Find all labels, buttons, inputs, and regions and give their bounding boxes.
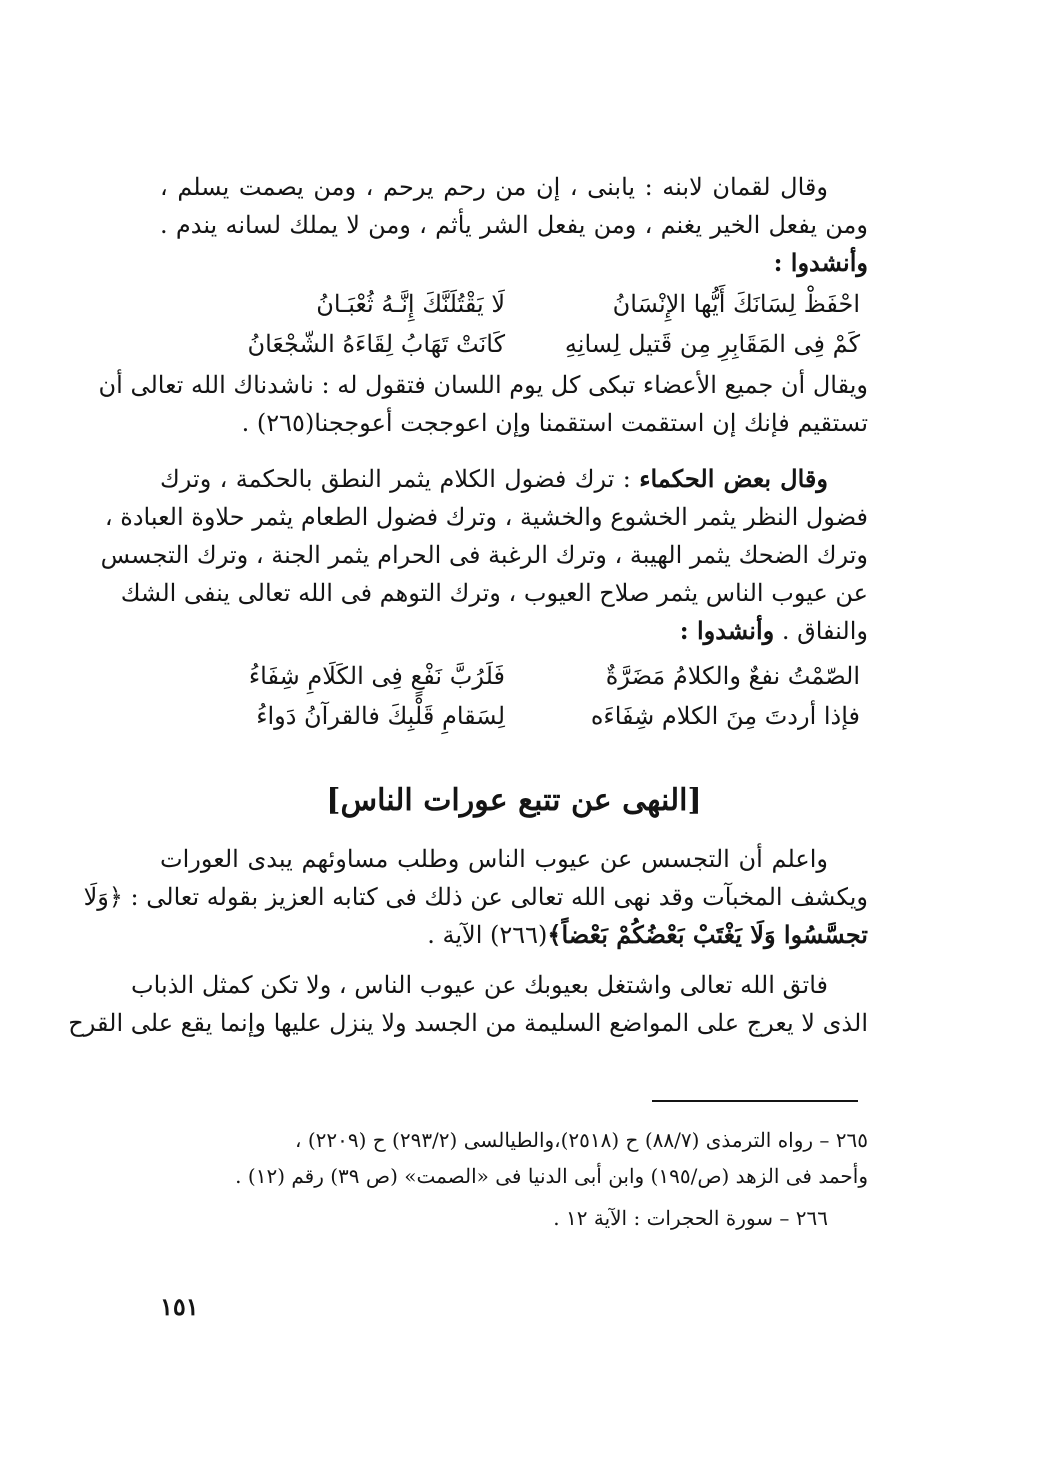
verse-hemistich-right: كَمْ فِى المَقَابِرِ مِن قَتيل لِسانِهِ bbox=[564, 330, 860, 358]
text-line: تستقيم فإنك إن استقمت استقمنا وإن اعوججت أعوججنا(٢٦٥) . bbox=[241, 409, 868, 437]
text-line: واعلم أن التجسس عن عيوب الناس وطلب مساوئهم يبدى العورات bbox=[160, 845, 828, 873]
text-line bbox=[160, 612, 868, 650]
quran-verse: تجسَّسُوا وَلَا يَغْتَبْ بَعْضُكُمْ بَعْضاً﴾ bbox=[547, 920, 868, 949]
lead-phrase: وقال بعض الحكماء bbox=[639, 464, 828, 493]
text-line: فضول النظر يثمر الخشوع والخشية ، وترك فضول الطعام يثمر حلاوة العبادة ، bbox=[104, 503, 868, 531]
verse-hemistich-left: لِسَقامِ قَلْبِكَ فالقرآنُ دَواءُ bbox=[256, 702, 505, 730]
paragraph-spying bbox=[83, 840, 868, 954]
paragraph-limbs bbox=[98, 366, 868, 442]
paragraph-fly bbox=[68, 966, 868, 1042]
text-line: وقال لقمان لابنه : يابنى ، إن من رحم يرحم ، ومن يصمت يسلم ، bbox=[160, 173, 828, 201]
text-line: وترك الضحك يثمر الهيبة ، وترك الرغبة فى الحرام يثمر الجنة ، وترك التجسس bbox=[100, 541, 868, 569]
text-line bbox=[160, 916, 868, 954]
text-line: ومن يفعل الخير يغنم ، ومن يفعل الشر يأثم ، ومن لا يملك لسانه يندم . bbox=[160, 211, 868, 239]
text-line: ويقال أن جميع الأعضاء تبكى كل يوم اللسان فتقول له : ناشدناك الله تعالى أن bbox=[98, 371, 868, 399]
paragraph-wise-men bbox=[100, 460, 868, 650]
recite-label: وأنشدوا : bbox=[773, 248, 868, 277]
footnote-line: ٢٦٦ – سورة الحجرات : الآية ١٢ . bbox=[553, 1206, 828, 1230]
text-line: الذى لا يعرج على المواضع السليمة من الجسد ولا ينزل عليها وإنما يقع على القرح bbox=[68, 1009, 868, 1037]
text-line bbox=[160, 460, 868, 498]
text-line: ويكشف المخبآت وقد نهى الله تعالى عن ذلك فى كتابه العزيز بقوله تعالى : ﴿وَلَا bbox=[83, 883, 868, 911]
footnote-line: وأحمد فى الزهد (ص/١٩٥) وابن أبى الدنيا فى «الصمت» (ص ٣٩) رقم (١٢) . bbox=[235, 1164, 868, 1188]
verse-reference: (٢٦٦) الآية . bbox=[427, 921, 548, 949]
verse-hemistich-right: فإذا أردتَ مِنَ الكلام شِفَاءَه bbox=[590, 702, 860, 730]
verse-hemistich-left: كَانَتْ تَهَابُ لِقَاءَهُ الشّجْعَانُ bbox=[247, 330, 505, 358]
page-number: ١٥١ bbox=[160, 1292, 199, 1321]
footnote-line: ٢٦٥ – رواه الترمذى (٨٨/٧) ح (٢٥١٨)،والطيالسى (٢٩٣/٢) ح (٢٢٠٩) ، bbox=[295, 1128, 868, 1152]
text-line: عن عيوب الناس يثمر صلاح العيوب ، وترك التوهم فى الله تعالى ينفى الشك bbox=[120, 579, 868, 607]
lead-rest: : ترك فضول الكلام يثمر النطق بالحكمة ، وترك bbox=[160, 465, 631, 493]
verse-hemistich-left: فَلَرُبَّ نَفْعٍ فِى الكَلَامِ شِفَاءُ bbox=[248, 662, 505, 690]
section-heading: [النهى عن تتبع عورات الناس] bbox=[326, 783, 702, 818]
recite-label: وأنشدوا : bbox=[679, 616, 775, 645]
verse-hemistich-left: لَا يَقْتُلَنَّكَ إِنَّـهُ ثُعْبَـانُ bbox=[316, 290, 505, 318]
verse-hemistich-right: الصّمْتُ نفعٌ والكلامُ مَضَرَّةٌ bbox=[605, 662, 860, 690]
line-text: والنفاق . bbox=[781, 617, 868, 645]
text-line: فاتق الله تعالى واشتغل بعيوبك عن عيوب الناس ، ولا تكن كمثل الذباب bbox=[131, 971, 828, 999]
footnote-divider bbox=[652, 1100, 858, 1102]
paragraph-luqman bbox=[160, 168, 868, 282]
verse-hemistich-right: احْفَظْ لِسَانَكَ أَيُّها الإِنْسَانُ bbox=[612, 290, 860, 318]
